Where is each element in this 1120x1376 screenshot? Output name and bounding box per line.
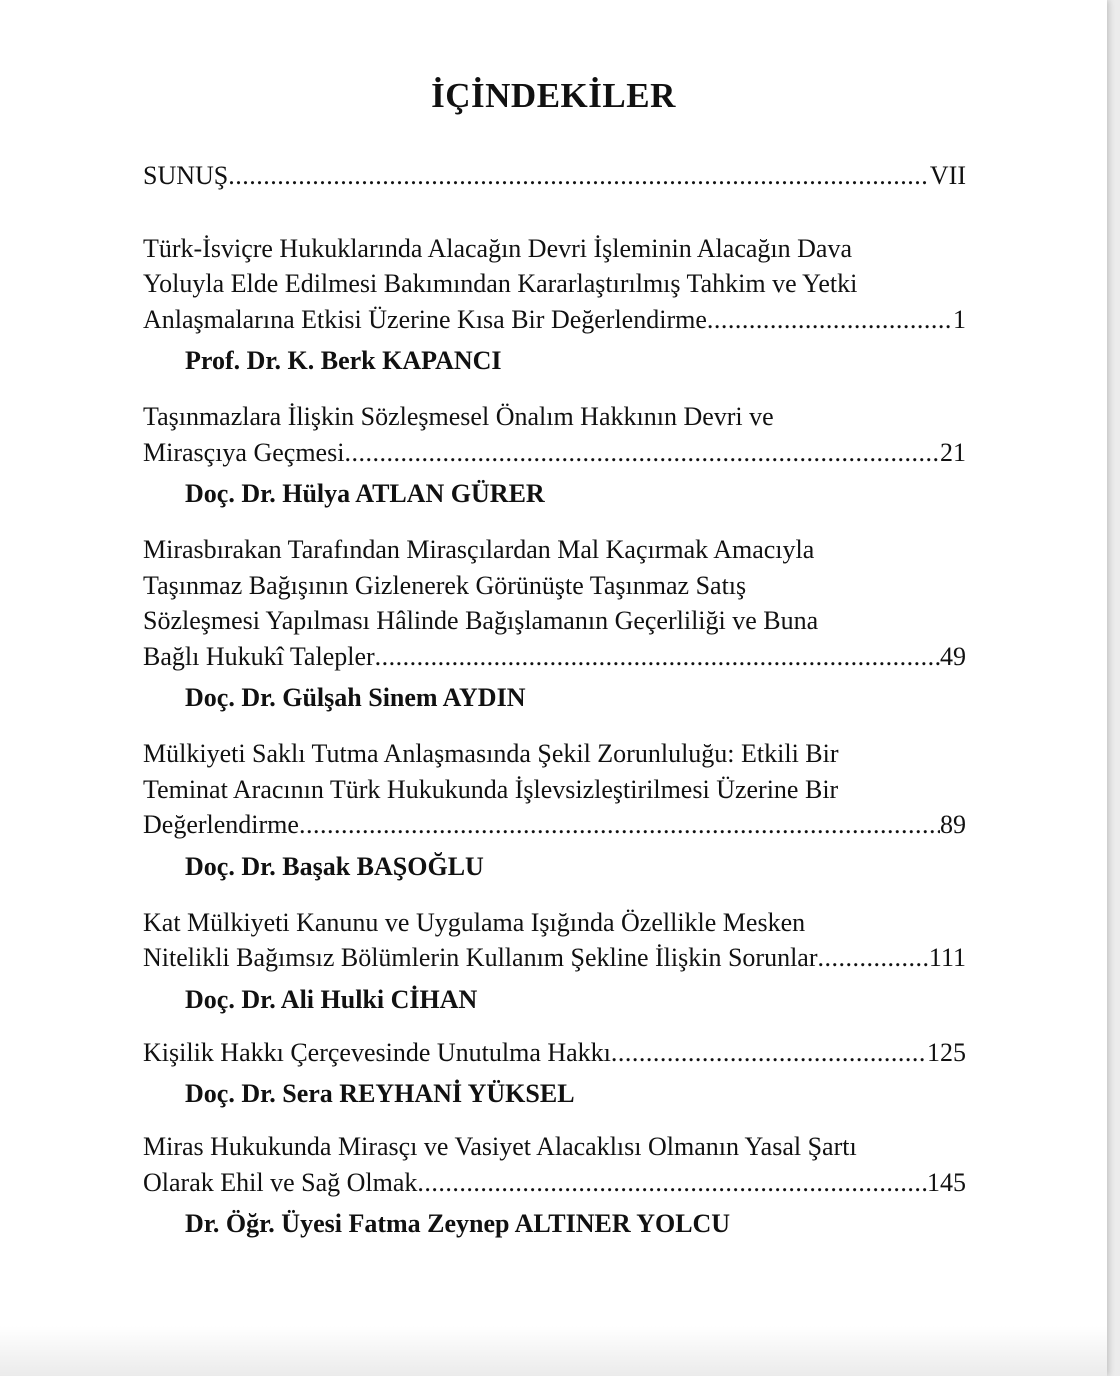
table-of-contents <box>143 158 966 1241</box>
toc-entry <box>143 736 966 884</box>
dot-leader <box>299 807 940 843</box>
toc-line <box>143 435 966 471</box>
toc-entry-sunus <box>143 158 966 194</box>
toc-line <box>143 302 966 338</box>
toc-title-line: Mirasbırakan Tarafından Mirasçılardan Mal Kaçırmak Amacıyla <box>143 535 815 564</box>
toc-title-line: Yoluyla Elde Edilmesi Bakımından Kararlaştırılmış Tahkim ve Yetki <box>143 269 858 298</box>
toc-title-line: Olarak Ehil ve Sağ Olmak <box>143 1167 418 1197</box>
toc-entry <box>143 532 966 715</box>
toc-page-number: 111 <box>928 943 966 972</box>
toc-title-line: Türk-İsviçre Hukuklarında Alacağın Devri İşleminin Alacağın Dava <box>143 233 852 263</box>
toc-entry-title: SUNUŞ <box>143 161 229 190</box>
toc-author: Doç. Dr. Başak BAŞOĞLU <box>185 851 484 881</box>
dot-leader <box>611 1035 927 1071</box>
dot-leader <box>707 302 953 338</box>
toc-author: Doç. Dr. Gülşah Sinem AYDIN <box>185 683 526 712</box>
toc-entry <box>143 1129 966 1241</box>
toc-page-number: 89 <box>940 810 966 839</box>
toc-page-number: 21 <box>940 437 966 467</box>
toc-title-line: Miras Hukukunda Mirasçı ve Vasiyet Alacaklısı Olmanın Yasal Şartı <box>143 1132 857 1161</box>
toc-line <box>143 1165 966 1201</box>
toc-title-line: Kat Mülkiyeti Kanunu ve Uygulama Işığında Özellikle Mesken <box>143 907 806 937</box>
toc-author: Doç. Dr. Ali Hulki CİHAN <box>185 984 478 1014</box>
page-title: İÇİNDEKİLER <box>431 76 676 115</box>
toc-author: Doç. Dr. Sera REYHANİ YÜKSEL <box>185 1079 575 1108</box>
dot-leader <box>375 639 940 675</box>
toc-entry <box>143 231 966 379</box>
toc-line <box>143 940 966 976</box>
toc-title-line: Değerlendirme <box>143 810 299 839</box>
toc-title-line: Kişilik Hakkı Çerçevesinde Unutulma Hakkı <box>143 1037 611 1067</box>
toc-page-number: 125 <box>927 1037 966 1067</box>
toc-entry <box>143 1035 966 1112</box>
toc-author: Dr. Öğr. Üyesi Fatma Zeynep ALTINER YOLCU <box>185 1209 731 1238</box>
page-bottom-shadow <box>0 1326 1107 1376</box>
toc-page-number: 1 <box>953 304 966 334</box>
toc-entry <box>143 905 966 1017</box>
toc-author: Doç. Dr. Hülya ATLAN GÜRER <box>185 479 545 508</box>
dot-leader <box>417 1165 927 1201</box>
toc-title-line: Sözleşmesi Yapılması Hâlinde Bağışlamanın Geçerliliği ve Buna <box>143 606 819 635</box>
toc-entry <box>143 399 966 511</box>
toc-title-line: Mülkiyeti Saklı Tutma Anlaşmasında Şekil Zorunluluğu: Etkili Bir <box>143 739 839 768</box>
toc-page-number: VII <box>929 161 966 190</box>
toc-line <box>143 1035 966 1071</box>
toc-title-line: Mirasçıya Geçmesi <box>143 437 345 467</box>
toc-title-line: Teminat Aracının Türk Hukukunda İşlevsizleştirilmesi Üzerine Bir <box>143 774 839 804</box>
toc-title-line: Nitelikli Bağımsız Bölümlerin Kullanım Şekline İlişkin Sorunlar <box>143 943 818 972</box>
toc-title-line: Taşınmazlara İlişkin Sözleşmesel Önalım Hakkının Devri ve <box>143 402 774 431</box>
toc-line <box>143 158 966 194</box>
toc-page-number: 49 <box>940 641 966 671</box>
toc-title-line: Bağlı Hukukî Talepler <box>143 641 375 671</box>
dot-leader <box>228 158 930 194</box>
toc-line <box>143 807 966 843</box>
dot-leader <box>344 435 940 471</box>
toc-page-number: 145 <box>927 1167 966 1197</box>
toc-author: Prof. Dr. K. Berk KAPANCI <box>185 346 502 375</box>
toc-title-line: Anlaşmalarına Etkisi Üzerine Kısa Bir Değerlendirme <box>143 304 707 334</box>
toc-title-line: Taşınmaz Bağışının Gizlenerek Görünüşte Taşınmaz Satış <box>143 570 747 600</box>
dot-leader <box>818 940 929 976</box>
toc-line <box>143 639 966 675</box>
